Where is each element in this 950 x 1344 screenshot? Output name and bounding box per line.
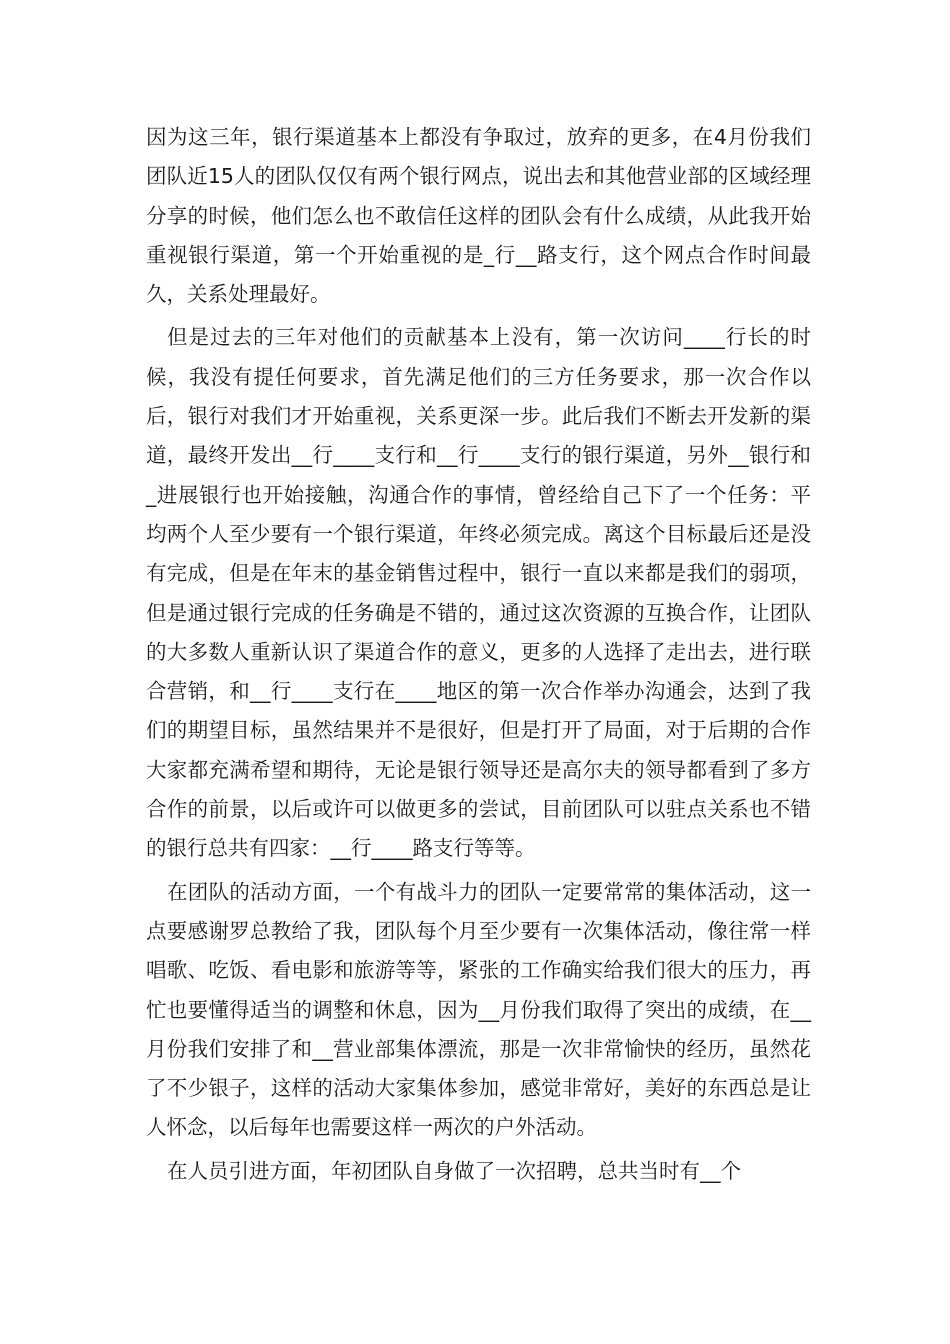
- document-body: [146, 118, 811, 1195]
- paragraph-recruitment: 在人员引进方面，年初团队自身做了一次招聘，总共当时有__个: [167, 1158, 741, 1183]
- paragraph-bank-channel-intro: 因为这三年，银行渠道基本上都没有争取过，放弃的更多，在4月份我们团队近15人的团队仅仅有两个银行网点，说出去和其他营业部的区域经理分享的时候，他们怎么也不敢信任这样的团队会有什么成绩，从此我开始重视银行渠道，第一个开始重视的是_行__路支行，这个网点合作时间最久，关系处理最好。: [146, 125, 811, 307]
- paragraph-bank-cooperation: 但是过去的三年对他们的贡献基本上没有，第一次访问____行长的时候，我没有提任何要求，首先满足他们的三方任务要求，那一次合作以后，银行对我们才开始重视，关系更深一步。此后我们不断去开发新的渠道，最终开发出__行____支行和__行____支行的银行渠道，另外__银行和_进展银行也开始接触，沟通合作的事情，曾经给自己下了一个任务：平均两个人至少要有一个银行渠道，年终必须完成。离这个目标最后还是没有完成，但是在年末的基金销售过程中，银行一直以来都是我们的弱项，但是通过银行完成的任务确是不错的，通过这次资源的互换合作，让团队的大多数人重新认识了渠道合作的意义，更多的人选择了走出去，进行联合营销，和__行____支行在____地区的第一次合作举办沟通会，达到了我们的期望目标，虽然结果并不是很好，但是打开了局面，对于后期的合作大家都充满希望和期待，无论是银行领导还是高尔夫的领导都看到了多方合作的前景，以后或许可以做更多的尝试，目前团队可以驻点关系也不错的银行总共有四家：__行____路支行等等。: [146, 325, 811, 861]
- paragraph-team-activities: 在团队的活动方面，一个有战斗力的团队一定要常常的集体活动，这一点要感谢罗总教给了我，团队每个月至少要有一次集体活动，像往常一样唱歌、吃饭、看电影和旅游等等，紧张的工作确实给我们很大的压力，再忙也要懂得适当的调整和休息，因为__月份我们取得了突出的成绩，在__月份我们安排了和__营业部集体漂流，那是一次非常愉快的经历，虽然花了不少银子，这样的活动大家集体参加，感觉非常好，美好的东西总是让人怀念，以后每年也需要这样一两次的户外活动。: [146, 879, 811, 1140]
